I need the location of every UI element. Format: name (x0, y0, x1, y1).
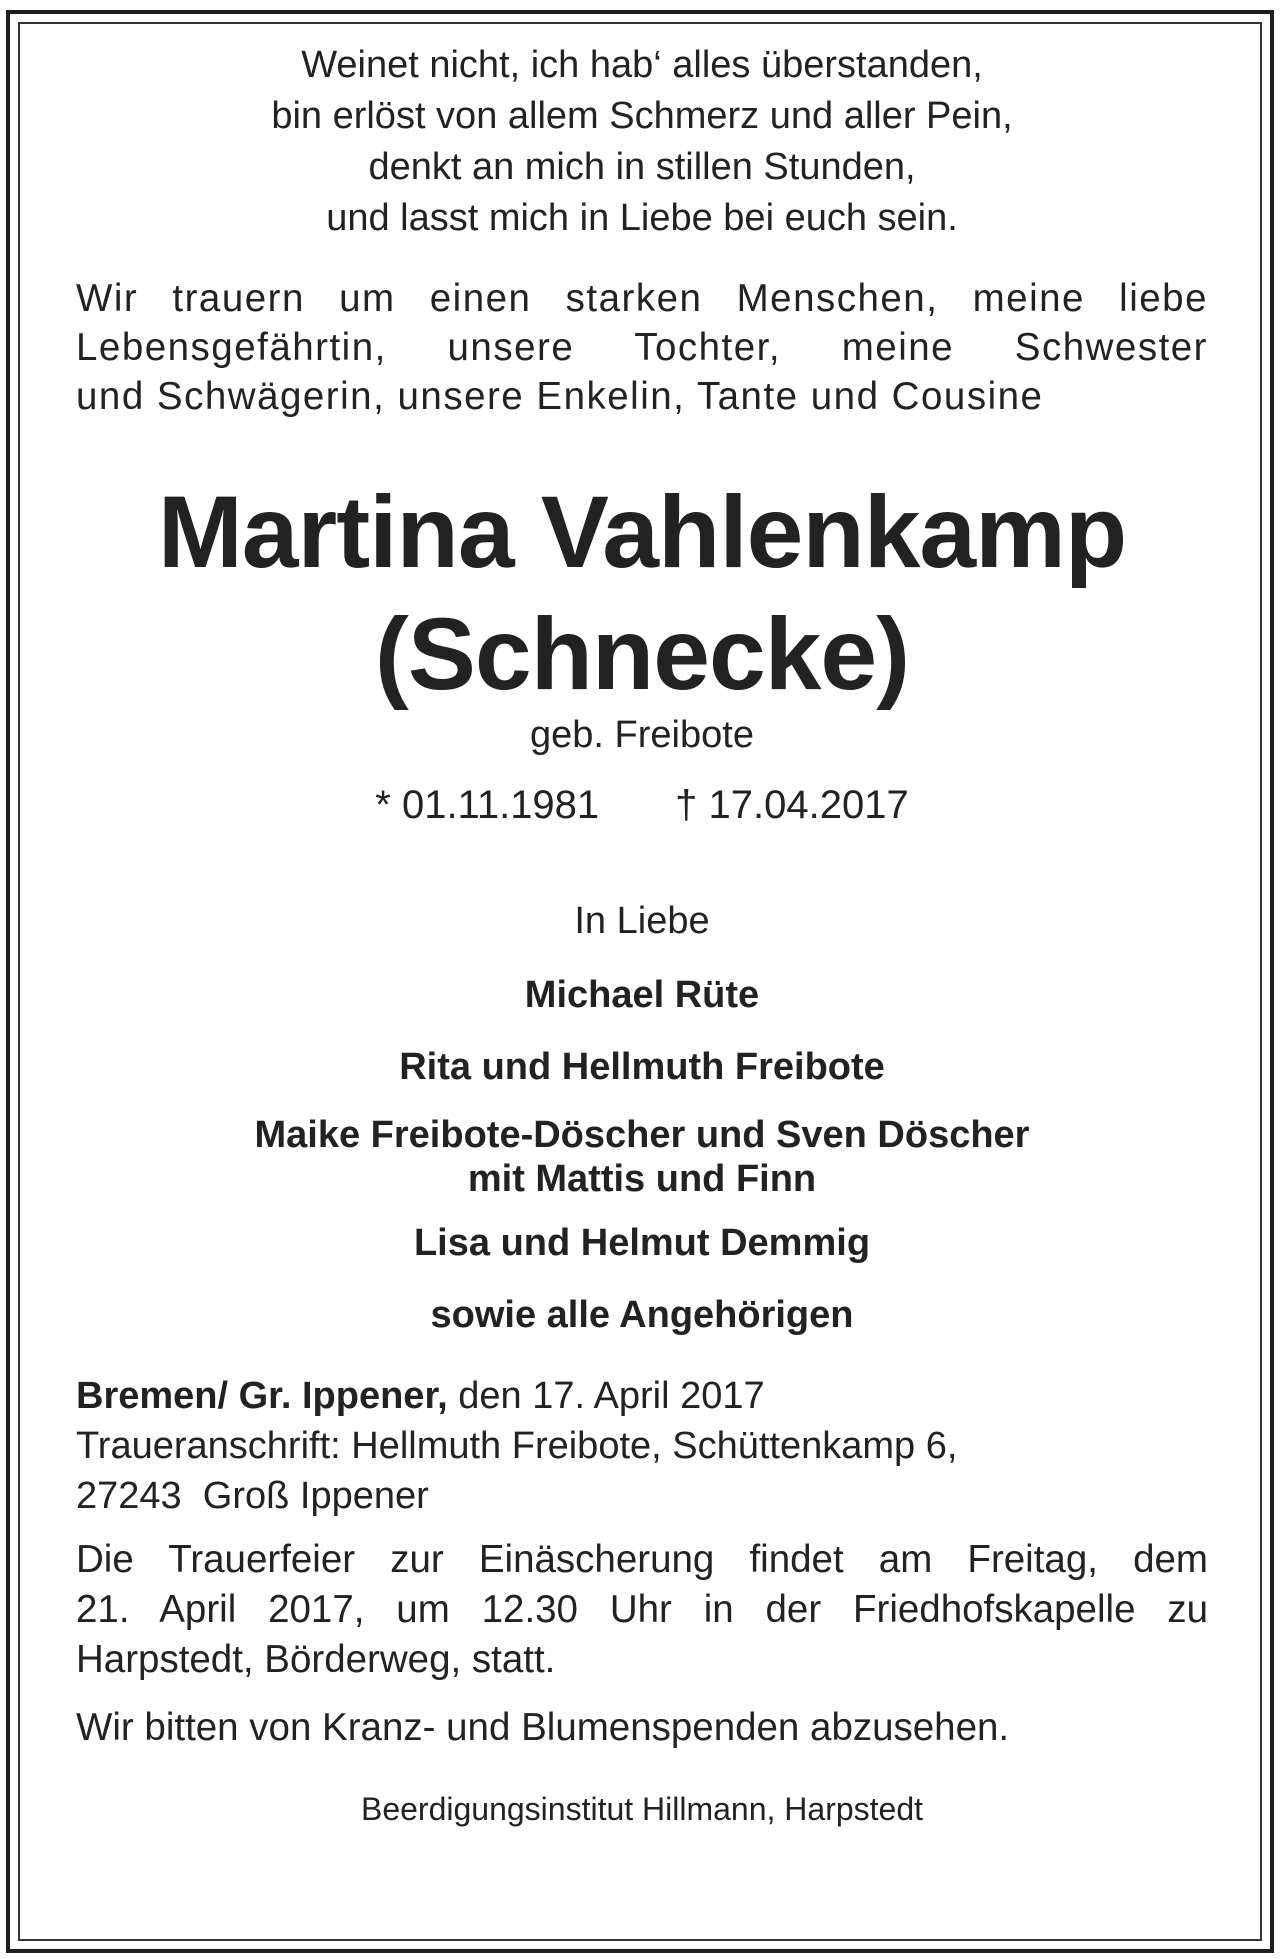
mourner-name: Lisa und Helmut Demmig (413, 1222, 871, 1264)
place-date: den 17. April 2017 (447, 1375, 765, 1417)
poem-line: denkt an mich in stillen Stunden, (368, 146, 916, 188)
deceased-nickname: (Schnecke) (374, 597, 910, 711)
poem-line: Weinet nicht, ich hab‘ alles überstanden, (301, 44, 983, 86)
address-line: Traueranschrift: Hellmuth Freibote, Schüttenkamp 6, (76, 1425, 958, 1467)
ceremony-info (76, 1535, 1208, 1685)
in-love-heading: In Liebe (574, 900, 710, 942)
address-line: 27243 Groß Ippener (76, 1475, 429, 1517)
deceased-full-name: Martina Vahlenkamp (157, 475, 1127, 589)
intro-line: Wir trauern um einen starken Menschen, meine liebe (76, 277, 1208, 320)
poem-line: und lasst mich in Liebe bei euch sein. (326, 197, 958, 239)
mourner-name: sowie alle Angehörigen (430, 1294, 854, 1336)
mourner-name: Rita und Hellmuth Freibote (399, 1046, 885, 1088)
place-date-line (76, 1371, 1208, 1421)
death-date: † 17.04.2017 (675, 783, 909, 827)
ceremony-line: 21. April 2017, um 12.30 Uhr in der Friedhofskapelle zu (76, 1588, 1208, 1631)
mourner-entry (76, 1217, 1208, 1269)
mourner-entry (76, 1113, 1208, 1201)
obituary-notice (76, 40, 1208, 1829)
mourner-name: Michael Rüte (524, 974, 760, 1016)
intro-line: und Schwägerin, unsere Enkelin, Tante und Cousine (76, 375, 1044, 418)
mourner-name: Maike Freibote-Döscher und Sven Döscher (254, 1114, 1030, 1156)
donations-note: Wir bitten von Kranz- und Blumenspenden abzusehen. (76, 1706, 1010, 1749)
poem (76, 40, 1208, 244)
place-location: Bremen/ Gr. Ippener, (76, 1375, 448, 1417)
intro-line: Lebensgefährtin, unsere Tochter, meine Schwester (76, 326, 1208, 369)
intro-text (76, 274, 1208, 421)
ceremony-line: Die Trauerfeier zur Einäscherung findet am Freitag, dem (76, 1538, 1208, 1581)
place-and-address (76, 1371, 1208, 1521)
poem-line: bin erlöst von allem Schmerz und aller Pein, (271, 95, 1013, 137)
life-dates (76, 781, 1208, 829)
mourner-entry (76, 1289, 1208, 1341)
mourner-entry (76, 969, 1208, 1021)
funeral-home: Beerdigungsinstitut Hillmann, Harpstedt (360, 1791, 924, 1827)
mourner-entry (76, 1041, 1208, 1093)
ceremony-line: Harpstedt, Börderweg, statt. (76, 1638, 556, 1681)
deceased-name (76, 471, 1208, 715)
maiden-name: geb. Freibote (530, 714, 754, 756)
mourner-name: mit Mattis und Finn (467, 1158, 817, 1200)
birth-date: * 01.11.1981 (375, 783, 600, 827)
